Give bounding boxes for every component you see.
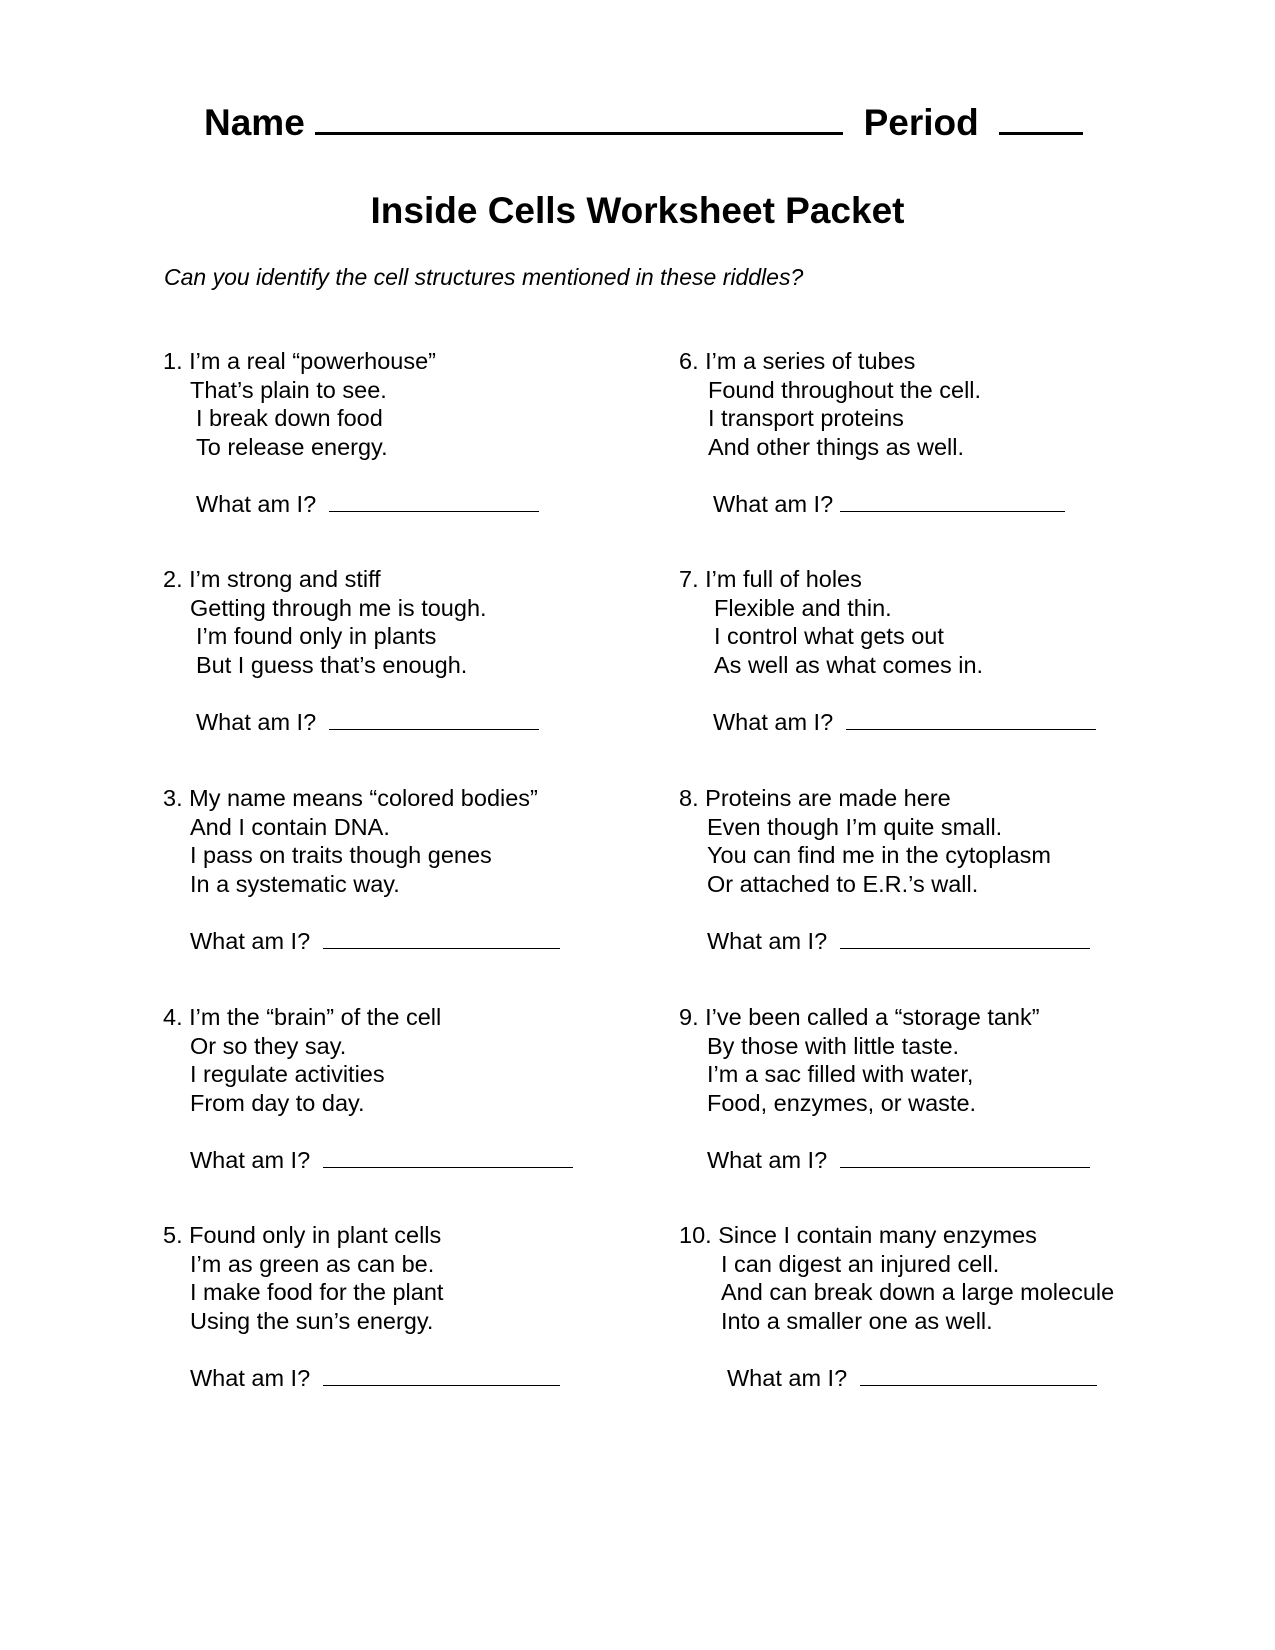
riddle-line: 10. Since I contain many enzymes xyxy=(679,1222,1037,1248)
riddle-line: In a systematic way. xyxy=(190,870,400,897)
riddle-line: Food, enzymes, or waste. xyxy=(707,1089,977,1116)
answer-row xyxy=(679,926,1090,956)
answer-blank[interactable] xyxy=(323,1145,573,1168)
what-am-i-prompt: What am I? xyxy=(727,1365,848,1392)
what-am-i-prompt: What am I? xyxy=(196,709,317,736)
riddle-line: And can break down a large molecule xyxy=(721,1279,1115,1306)
riddle-line: I’m found only in plants xyxy=(196,623,437,650)
riddle-line: I’m a sac filled with water, xyxy=(707,1061,974,1088)
riddle-9 xyxy=(679,1003,1090,1175)
riddle-line: 3. My name means “colored bodies” xyxy=(163,785,538,811)
riddle-line: You can find me in the cytoplasm xyxy=(707,842,1051,869)
what-am-i-prompt: What am I? xyxy=(707,928,828,955)
riddle-line: Into a smaller one as well. xyxy=(721,1307,993,1334)
riddle-line: I pass on traits though genes xyxy=(190,842,492,869)
riddle-10 xyxy=(679,1221,1114,1393)
name-period-line xyxy=(204,98,1083,144)
answer-blank[interactable] xyxy=(323,1363,560,1386)
name-blank[interactable] xyxy=(315,98,843,135)
riddle-line: 1. I’m a real “powerhouse” xyxy=(163,348,436,374)
riddle-line: 9. I’ve been called a “storage tank” xyxy=(679,1004,1040,1030)
riddle-3 xyxy=(163,784,560,956)
answer-row xyxy=(163,489,539,519)
riddle-line: By those with little taste. xyxy=(707,1032,960,1059)
name-label: Name xyxy=(204,102,305,143)
what-am-i-prompt: What am I? xyxy=(190,1365,311,1392)
riddle-1 xyxy=(163,347,539,519)
answer-row xyxy=(163,926,560,956)
what-am-i-prompt: What am I? xyxy=(707,1147,828,1174)
riddle-line: And other things as well. xyxy=(708,433,965,460)
answer-row xyxy=(679,707,1096,737)
what-am-i-prompt: What am I? xyxy=(190,928,311,955)
riddle-line: I regulate activities xyxy=(190,1061,385,1088)
answer-row xyxy=(679,1145,1090,1175)
riddle-line: I make food for the plant xyxy=(190,1279,444,1306)
riddle-4 xyxy=(163,1003,573,1175)
what-am-i-prompt: What am I? xyxy=(713,709,834,736)
answer-blank[interactable] xyxy=(840,489,1065,512)
answer-row xyxy=(679,489,1065,519)
riddle-line: I break down food xyxy=(196,405,383,432)
what-am-i-prompt: What am I? xyxy=(196,491,317,518)
riddle-line: I’m as green as can be. xyxy=(190,1250,435,1277)
answer-row xyxy=(163,1145,573,1175)
riddle-line: But I guess that’s enough. xyxy=(196,651,468,678)
riddle-line: Or so they say. xyxy=(190,1032,347,1059)
riddle-line: Even though I’m quite small. xyxy=(707,813,1003,840)
answer-row xyxy=(163,707,539,737)
riddle-line: That’s plain to see. xyxy=(190,376,387,403)
riddle-2 xyxy=(163,565,539,737)
answer-blank[interactable] xyxy=(329,707,539,730)
riddle-line: 6. I’m a series of tubes xyxy=(679,348,916,374)
riddle-line: From day to day. xyxy=(190,1089,365,1116)
page-title: Inside Cells Worksheet Packet xyxy=(370,190,905,231)
answer-blank[interactable] xyxy=(840,1145,1090,1168)
answer-blank[interactable] xyxy=(860,1363,1097,1386)
riddle-line: 7. I’m full of holes xyxy=(679,566,862,592)
riddle-line: I transport proteins xyxy=(708,405,904,432)
riddle-line: 8. Proteins are made here xyxy=(679,785,951,811)
riddle-line: And I contain DNA. xyxy=(190,813,390,840)
answer-row xyxy=(679,1363,1114,1393)
riddle-line: Or attached to E.R.’s wall. xyxy=(707,870,979,897)
what-am-i-prompt: What am I? xyxy=(713,491,834,518)
riddle-line: Using the sun’s energy. xyxy=(190,1307,434,1334)
riddle-7 xyxy=(679,565,1096,737)
riddle-line: I control what gets out xyxy=(714,623,944,650)
answer-blank[interactable] xyxy=(329,489,539,512)
riddle-line: Getting through me is tough. xyxy=(190,594,487,621)
riddle-line: Found throughout the cell. xyxy=(708,376,982,403)
riddle-line: 2. I’m strong and stiff xyxy=(163,566,381,592)
riddle-line: 5. Found only in plant cells xyxy=(163,1222,442,1248)
period-blank[interactable] xyxy=(999,98,1083,135)
answer-blank[interactable] xyxy=(846,707,1096,730)
period-label: Period xyxy=(863,102,979,143)
answer-blank[interactable] xyxy=(840,926,1090,949)
riddle-8 xyxy=(679,784,1090,956)
riddle-line: Flexible and thin. xyxy=(714,594,892,621)
riddle-5 xyxy=(163,1221,560,1393)
answer-row xyxy=(163,1363,560,1393)
what-am-i-prompt: What am I? xyxy=(190,1147,311,1174)
riddle-line: As well as what comes in. xyxy=(714,651,984,678)
answer-blank[interactable] xyxy=(323,926,560,949)
riddle-line: I can digest an injured cell. xyxy=(721,1250,1000,1277)
riddle-6 xyxy=(679,347,1065,519)
instructions: Can you identify the cell structures mentioned in these riddles? xyxy=(164,264,804,290)
riddle-line: To release energy. xyxy=(196,433,388,460)
riddle-line: 4. I’m the “brain” of the cell xyxy=(163,1004,442,1030)
